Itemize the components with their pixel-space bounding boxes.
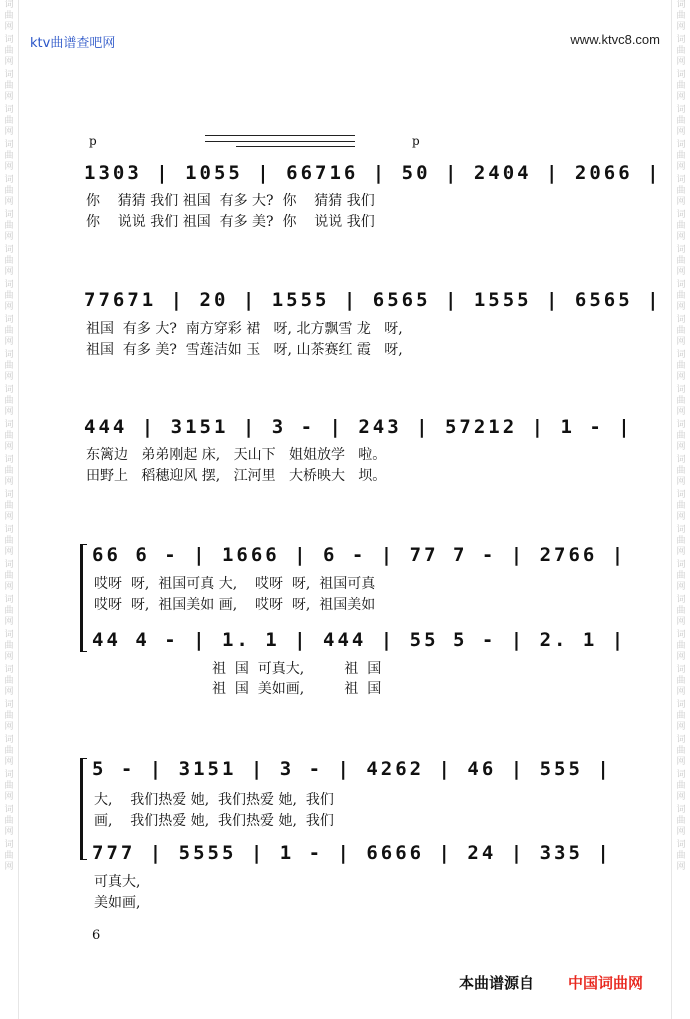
notation-line-lower: 777 | 5555 | 1 - | 6666 | 24 | 335 | xyxy=(92,842,612,864)
side-watermark: 词曲网 xyxy=(4,805,14,837)
side-watermark: 词曲网 xyxy=(676,175,686,207)
side-watermark: 词曲网 xyxy=(676,315,686,347)
lyrics-verse-1: 东篱边 弟弟刚起 床, 天山下 姐姐放学 啦。 xyxy=(86,447,387,463)
side-watermark: 词曲网 xyxy=(676,385,686,417)
site-header-left[interactable]: ktv曲谱查吧网 xyxy=(30,36,116,51)
left-watermark-column xyxy=(2,0,16,873)
side-watermark: 词曲网 xyxy=(4,105,14,137)
lyrics-verse-2: 田野上 稻穗迎风 摆, 江河里 大桥映大 坝。 xyxy=(86,468,387,484)
side-watermark: 词曲网 xyxy=(676,525,686,557)
lyrics-verse-1: 哎呀 呀, 祖国可真 大, 哎呀 呀, 祖国可真 xyxy=(94,576,376,592)
lyrics-verse-2: 祖国 有多 美? 雪莲洁如 玉 呀, 山茶赛红 霞 呀, xyxy=(86,342,403,358)
side-watermark: 词曲网 xyxy=(4,210,14,242)
lyrics-lower-verse-2: 祖 国 美如画, 祖 国 xyxy=(212,681,382,697)
crescendo-line xyxy=(205,141,355,142)
side-watermark: 词曲网 xyxy=(4,350,14,382)
side-watermark: 词曲网 xyxy=(4,140,14,172)
side-watermark: 词曲网 xyxy=(4,770,14,802)
side-watermark: 词曲网 xyxy=(4,840,14,872)
lyrics-verse-2: 哎呀 呀, 祖国美如 画, 哎呀 呀, 祖国美如 xyxy=(94,597,376,613)
side-watermark: 词曲网 xyxy=(4,315,14,347)
crescendo-line xyxy=(236,146,355,147)
crescendo-line xyxy=(205,135,355,136)
footer-source-label: 本曲谱源自 xyxy=(459,974,535,992)
side-watermark: 词曲网 xyxy=(676,490,686,522)
lyrics-lower-verse-1: 可真大, xyxy=(94,874,141,890)
side-watermark: 词曲网 xyxy=(4,735,14,767)
side-watermark: 词曲网 xyxy=(4,245,14,277)
side-watermark: 词曲网 xyxy=(4,0,14,32)
notation-line-lower: 44 4 - | 1. 1 | 444 | 55 5 - | 2. 1 | xyxy=(92,629,627,651)
lyrics-verse-1: 你 猜猜 我们 祖国 有多 大? 你 猜猜 我们 xyxy=(86,193,375,209)
right-watermark-column xyxy=(674,0,688,873)
side-watermark: 词曲网 xyxy=(676,70,686,102)
side-watermark: 词曲网 xyxy=(4,490,14,522)
side-watermark: 词曲网 xyxy=(676,245,686,277)
lyrics-lower-verse-2: 美如画, xyxy=(94,895,141,911)
notation-line: 77671 | 20 | 1555 | 6565 | 1555 | 6565 | xyxy=(84,289,662,311)
side-watermark: 词曲网 xyxy=(676,280,686,312)
side-watermark: 词曲网 xyxy=(676,770,686,802)
lyrics-verse-1: 祖国 有多 大? 南方穿彩 裙 呀, 北方飘雪 龙 呀, xyxy=(86,321,403,337)
side-watermark: 词曲网 xyxy=(676,105,686,137)
site-url[interactable]: www.ktvc8.com xyxy=(570,32,660,47)
lyrics-verse-2: 你 说说 我们 祖国 有多 美? 你 说说 我们 xyxy=(86,214,375,230)
side-watermark: 词曲网 xyxy=(676,665,686,697)
dynamic-marking: p xyxy=(89,134,97,148)
side-watermark: 词曲网 xyxy=(4,280,14,312)
left-margin-line xyxy=(18,0,19,1019)
side-watermark: 词曲网 xyxy=(4,560,14,592)
system-bracket xyxy=(80,544,87,652)
lyrics-lower-verse-1: 祖 国 可真大, 祖 国 xyxy=(212,661,382,677)
footer-site-name[interactable]: 中国词曲网 xyxy=(568,974,644,992)
notation-line: 444 | 3151 | 3 - | 243 | 57212 | 1 - | xyxy=(84,416,633,438)
side-watermark: 词曲网 xyxy=(4,700,14,732)
side-watermark: 词曲网 xyxy=(676,735,686,767)
side-watermark: 词曲网 xyxy=(4,420,14,452)
side-watermark: 词曲网 xyxy=(676,210,686,242)
side-watermark: 词曲网 xyxy=(4,455,14,487)
lyrics-verse-2: 画, 我们热爱 她, 我们热爱 她, 我们 xyxy=(94,813,334,829)
side-watermark: 词曲网 xyxy=(676,350,686,382)
dynamic-marking: p xyxy=(412,134,420,148)
right-margin-line xyxy=(671,0,672,1019)
side-watermark: 词曲网 xyxy=(4,70,14,102)
side-watermark: 词曲网 xyxy=(676,140,686,172)
side-watermark: 词曲网 xyxy=(676,700,686,732)
notation-line: 1303 | 1055 | 66716 | 50 | 2404 | 2066 | xyxy=(84,162,662,184)
side-watermark: 词曲网 xyxy=(676,35,686,67)
side-watermark: 词曲网 xyxy=(676,0,686,32)
side-watermark: 词曲网 xyxy=(4,175,14,207)
side-watermark: 词曲网 xyxy=(676,630,686,662)
page-number: 6 xyxy=(92,928,101,943)
notation-line-upper: 66 6 - | 1666 | 6 - | 77 7 - | 2766 | xyxy=(92,544,627,566)
side-watermark: 词曲网 xyxy=(4,630,14,662)
side-watermark: 词曲网 xyxy=(676,840,686,872)
side-watermark: 词曲网 xyxy=(676,595,686,627)
side-watermark: 词曲网 xyxy=(676,805,686,837)
side-watermark: 词曲网 xyxy=(4,665,14,697)
system-bracket xyxy=(80,758,87,860)
side-watermark: 词曲网 xyxy=(676,560,686,592)
side-watermark: 词曲网 xyxy=(676,455,686,487)
side-watermark: 词曲网 xyxy=(4,35,14,67)
side-watermark: 词曲网 xyxy=(676,420,686,452)
side-watermark: 词曲网 xyxy=(4,525,14,557)
side-watermark: 词曲网 xyxy=(4,385,14,417)
lyrics-verse-1: 大, 我们热爱 她, 我们热爱 她, 我们 xyxy=(94,792,334,808)
side-watermark: 词曲网 xyxy=(4,595,14,627)
notation-line-upper: 5 - | 3151 | 3 - | 4262 | 46 | 555 | xyxy=(92,758,612,780)
